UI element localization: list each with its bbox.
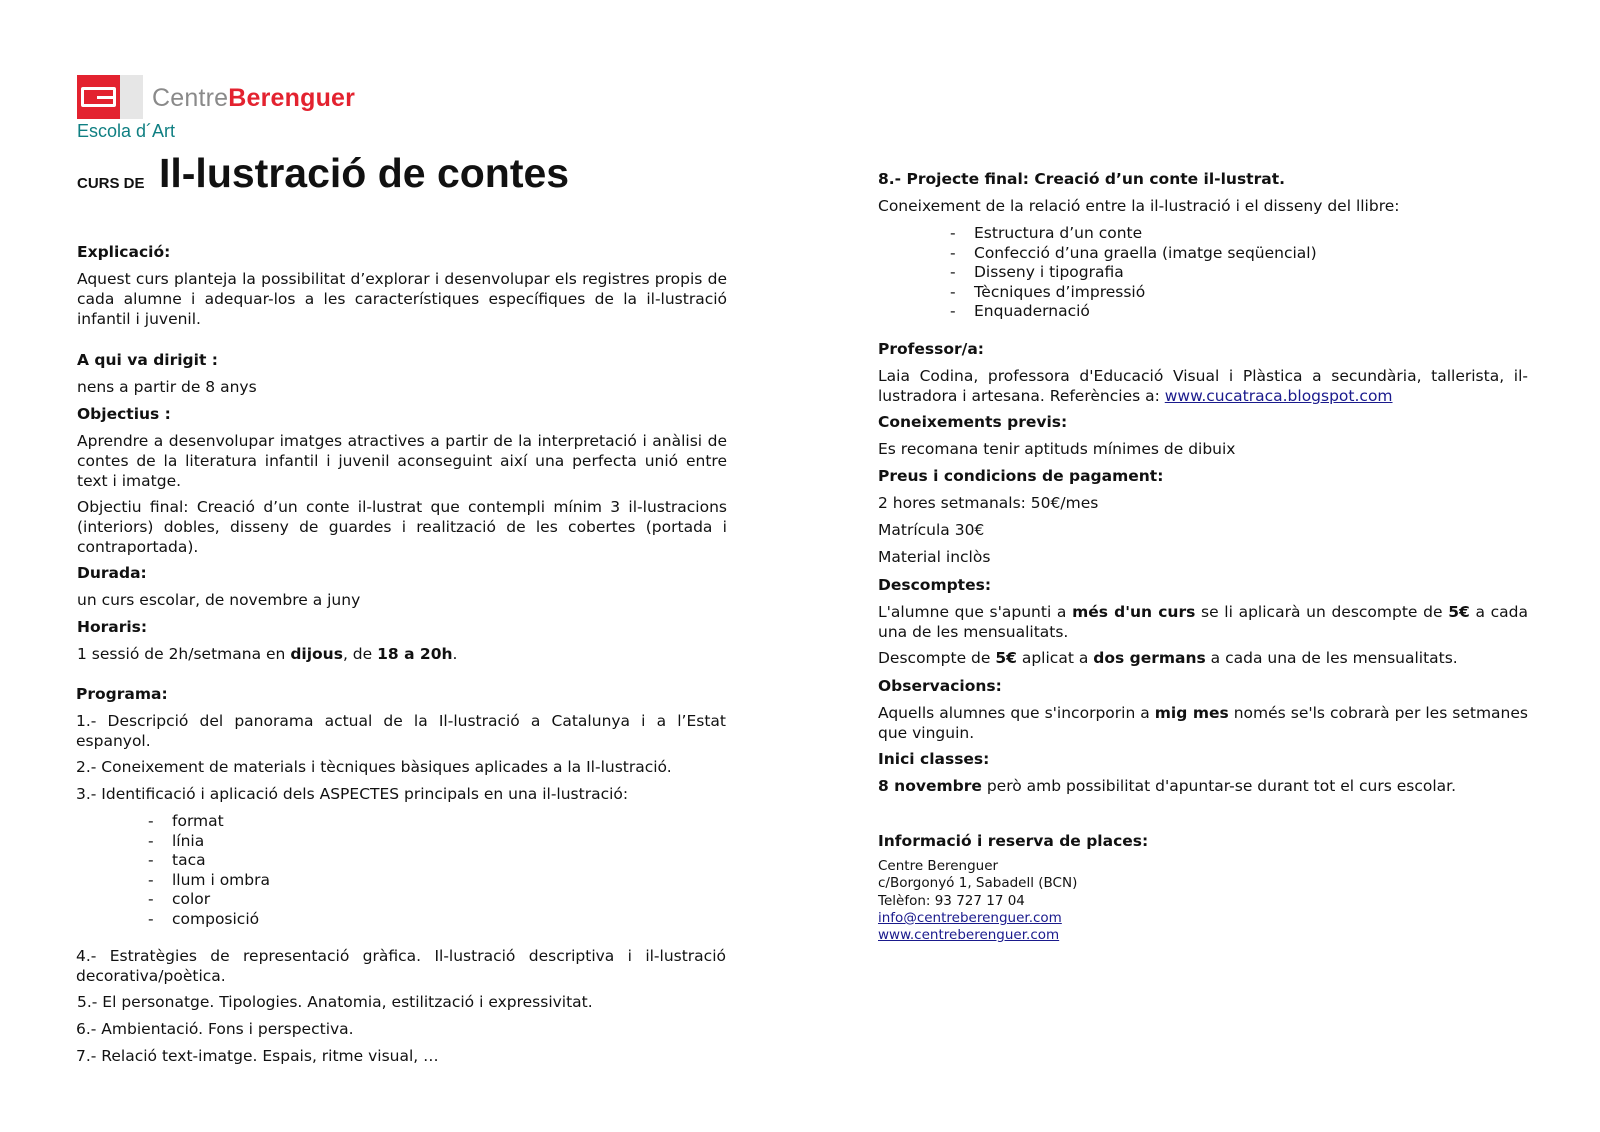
list-item: - Disseny i tipografia — [950, 263, 1317, 283]
list-item: - Enquadernació — [950, 302, 1317, 322]
programa-item-5: 5.- El personatge. Tipologies. Anatomia, estilització i expressivitat. — [77, 993, 593, 1011]
blog-link[interactable]: www.cucatraca.blogspot.com — [1164, 387, 1393, 405]
list-item: - format — [148, 812, 270, 832]
preus-heading: Preus i condicions de pagament: — [878, 467, 1164, 485]
horaris-heading: Horaris: — [77, 618, 148, 636]
school-name: Escola d´Art — [77, 121, 176, 141]
explicacio-text: Aquest curs planteja la possibilitat d’explorar i desenvolupar els registres propis de cada alumne i adequar-los a les característiques específiques de la il-lustració infantil i juvenil. — [77, 270, 727, 328]
list-item: - Tècniques d’impressió — [950, 283, 1317, 303]
inici-text: 8 novembre però amb possibilitat d'apuntar-se durant tot el curs escolar. — [878, 777, 1457, 795]
cb-logo-icon — [81, 87, 116, 107]
programa-item-2: 2.- Coneixement de materials i tècniques bàsiques aplicades a la Il-lustració. — [76, 758, 672, 776]
brand-name: CentreBerenguer — [152, 84, 356, 112]
programa-heading: Programa: — [76, 685, 168, 703]
programa-item-4: 4.- Estratègies de representació gràfica. Il-lustració descriptiva i il-lustració decorativa/poètica. — [76, 947, 726, 985]
preus-line-2: Matrícula 30€ — [878, 521, 985, 539]
objectius-heading: Objectius : — [77, 405, 171, 423]
info-heading: Informació i reserva de places: — [878, 832, 1149, 850]
previs-text: Es recomana tenir aptituds mínimes de dibuix — [878, 440, 1236, 458]
list-item: - taca — [148, 851, 270, 871]
durada-heading: Durada: — [77, 564, 147, 582]
list-item: - línia — [148, 832, 270, 852]
dirigit-heading: A qui va dirigit : — [77, 351, 218, 369]
dirigit-text: nens a partir de 8 anys — [77, 378, 257, 396]
programa-item-3: 3.- Identificació i aplicació dels ASPECTES principals en una il-lustració: — [76, 785, 629, 803]
title-prefix: CURS DE — [77, 175, 145, 192]
email-link[interactable]: info@centreberenguer.com — [878, 909, 1062, 926]
aspects-list — [148, 812, 270, 930]
previs-heading: Coneixements previs: — [878, 413, 1068, 431]
objectius-text-2: Objectiu final: Creació d’un conte il-lustrat que contempli mínim 3 il-lustracions (interiors) dobles, disseny de guardes i realització de les cobertes (portada i contraportada). — [77, 498, 727, 556]
projecte-heading: 8.- Projecte final: Creació d’un conte il-lustrat. — [878, 170, 1285, 188]
programa-item-7: 7.- Relació text-imatge. Espais, ritme visual, … — [76, 1047, 439, 1065]
list-item: - llum i ombra — [148, 871, 270, 891]
list-item: - Confecció d’una graella (imatge seqüencial) — [950, 244, 1317, 264]
programa-item-6: 6.- Ambientació. Fons i perspectiva. — [76, 1020, 354, 1038]
descomptes-text-1: L'alumne que s'apunti a més d'un curs se li aplicarà un descompte de 5€ a cada una de les mensualitats. — [878, 603, 1529, 641]
page-title: Il-lustració de contes — [159, 150, 570, 196]
observacions-text: Aquells alumnes que s'incorporin a mig mes només se'ls cobrarà per les setmanes que vinguin. — [878, 704, 1528, 742]
projecte-text: Coneixement de la relació entre la il-lustració i el disseny del llibre: — [878, 197, 1400, 215]
list-item: - composició — [148, 910, 270, 930]
objectius-text-1: Aprendre a desenvolupar imatges atractives a partir de la interpretació i anàlisi de contes de la literatura infantil i juvenil aconseguint així una perfecta unió entre text i imatge. — [77, 432, 727, 490]
professor-text: Laia Codina, professora d'Educació Visual i Plàstica a secundària, tallerista, il-lustradora i artesana. Referències a: www.cucatraca.blogspot.com — [878, 367, 1528, 405]
descomptes-text-2: Descompte de 5€ aplicat a dos germans a cada una de les mensualitats. — [878, 649, 1458, 667]
horaris-text: 1 sessió de 2h/setmana en dijous, de 18 a 20h. — [77, 645, 458, 663]
contact-name: Centre Berenguer — [878, 858, 999, 874]
list-item: - Estructura d’un conte — [950, 224, 1317, 244]
contact-address: c/Borgonyó 1, Sabadell (BCN) — [878, 875, 1078, 892]
programa-item-1: 1.- Descripció del panorama actual de la Il-lustració a Catalunya i a l’Estat espanyol. — [76, 712, 726, 750]
professor-heading: Professor/a: — [878, 340, 984, 358]
observacions-heading: Observacions: — [878, 677, 1002, 695]
durada-text: un curs escolar, de novembre a juny — [77, 591, 361, 609]
projecte-list — [950, 224, 1317, 322]
list-item: - color — [148, 890, 270, 910]
website-link[interactable]: www.centreberenguer.com — [878, 927, 1060, 944]
preus-line-3: Material inclòs — [878, 548, 991, 566]
contact-phone: Telèfon: 93 727 17 04 — [878, 892, 1025, 909]
preus-line-1: 2 hores setmanals: 50€/mes — [878, 494, 1099, 512]
inici-heading: Inici classes: — [878, 750, 990, 768]
explicacio-heading: Explicació: — [77, 243, 171, 261]
descomptes-heading: Descomptes: — [878, 576, 992, 594]
contact-block — [878, 858, 1077, 944]
logo — [77, 75, 143, 119]
